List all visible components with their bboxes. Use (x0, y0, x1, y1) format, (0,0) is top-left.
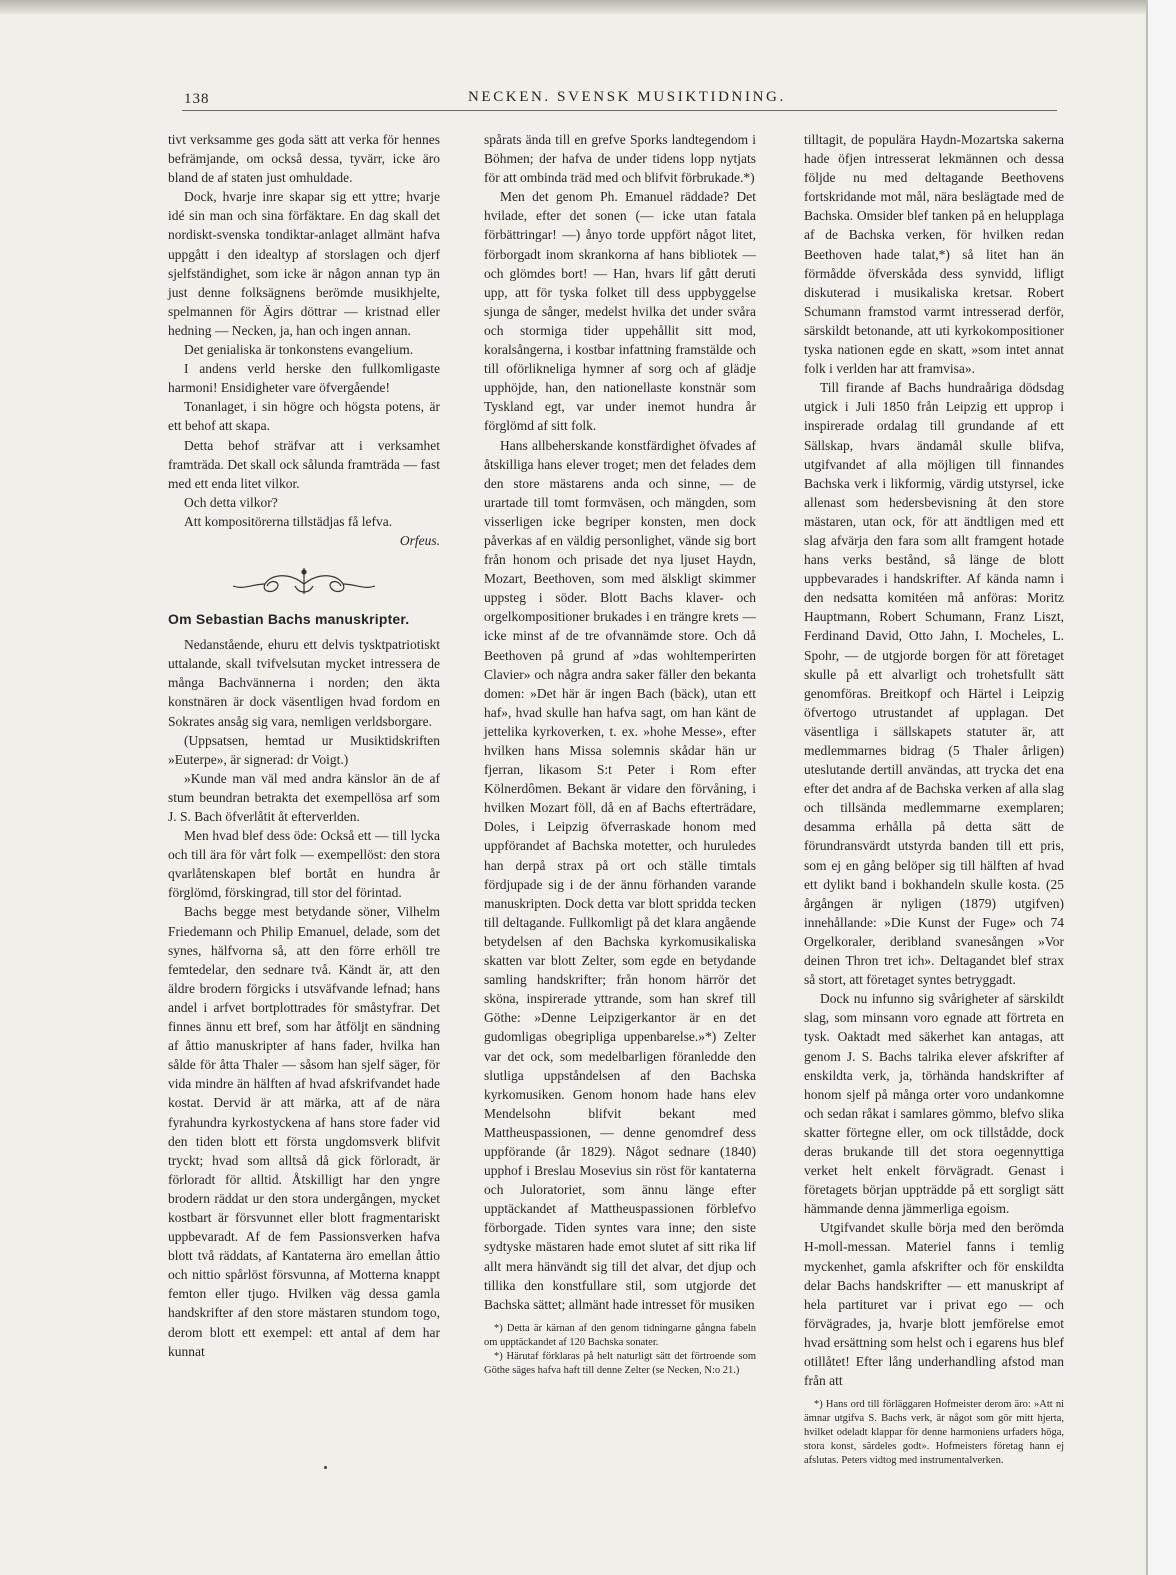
paragraph: tilltagit, de populära Haydn-Mozartska sakerna hade öfjen intresserat lekmännen och dessa följde nu med deltagande Beethovens fortskridande mot mål, nära beslägtade med de Bachska. Omsider blef tanken på en helupplaga af de Bachska verken, för hvilken redan Beethoven hade talat,*) så litet han än förmådde öfverskåda dess synvidd, lifligt diskuterad i musikaliska kretsar. Robert Schumann framstod varmt intresserad derför, särskildt betonande, att uti kyrkokompositioner tyska nationen egde en skatt, »som intet annat folk i verlden har att framvisa». (804, 132, 1064, 377)
paragraph: tivt verksamme ges goda sätt att verka för hennes befrämjande, om också dessa, tyvärr, icke äro bland de af staten just omhuldade. (168, 132, 440, 186)
scan-top-edge (0, 0, 1146, 14)
paragraph: Och detta vilkor? (184, 494, 278, 510)
ink-speck (324, 1466, 327, 1469)
paragraph: Dock nu infunno sig svårigheter af särskildt slag, som minsann voro egnade att förtreta en tysk. Oaktadt med säkerhet kan antagas, att genom J. S. Bachs talrika elever afskrifter af enskildta verk, ja, törhända handskrifter af honom sjelf på många orter voro undankomne och sedan råkat i samlares gömmo, blefvo slika skatter förtegne eller, om ock tillstådde, dock deras brukande till det stora oegennyttiga verket helt enkelt förvägradt. Genast i företagets början uppträdde på ett sorgligt sätt hämmande denna jämmerliga egoism. (804, 991, 1064, 1217)
paragraph: Men det genom Ph. Emanuel räddade? Det hvilade, efter det sonen (— icke utan fatala förbättringar! —) ånyo torde uppfört något litet, förborgadt inom skrankorna af hans bibliotek — och glömdes bort! — Han, hvars lif gått deruti upp, att för tyska folket till dess uppbyggelse sjunga de sånger, medelst hvilka det under svåra och stormiga tider uppehållit sitt mod, koralsångerna, i kostbar infattning framstälde och till oförlikneliga hymner af sorg och af glädje upphöjde, han, den nationellaste konstnär som Tyskland egt, var under inemot hundra år förglömd af sitt folk. (484, 189, 756, 434)
paragraph: I andens verld herske den fullkomligaste harmoni! Ensidigheter vare öfvergående! (168, 361, 440, 396)
column-middle (484, 130, 756, 1378)
paragraph: Det genialiska är tonkonstens evangelium. (184, 342, 414, 358)
footnote: *) Hans ord till förläggaren Hofmeister derom äro: »Att ni ämnar utgifva S. Bachs verk, är något som gör mitt hjerta, hvilket odeladt klappar för denne harmoniens urfaders höga, stora konst, särdeles godt». Hofmeisters företag hann ej afslutas. Peters vidtog med instrumentalverken. (804, 1399, 1064, 1467)
header-rule (182, 110, 1057, 111)
paragraph: Bachs begge mest betydande söner, Vilhelm Friedemann och Philip Emanuel, delade, som det synes, hälfvorna så, att den förre erhöll tre femtedelar, den sednare två. Kändt är, att den äldre brodern förgicks i utsväfvande lefnad; hans andel i arfvet bortplottrades för småstyfrar. Det finnes ännu ett bref, som har åtföljt en sändning af åttio manuskripter af hans fader, hvilka han sålde för åtta Thaler — såsom han sjelf säger, för vida mindre än hälften af hvad afskrifvandet hade kostat. Dervid är att märka, att af de nära fyrahundra kyrkostyckena af hans store fader vid den tiden blott ett första ungdomsverk blifvit tryckt; hvad som alltså då gick förloradt, är förloradt för alltid. Åtskilligt har den yngre brodern räddat ur den stora undergången, mycket kostbart är försvunnet eller blott fragmentariskt uppbevaradt. Af de fem Passionsverken hafva blott två räddats, af Kantaterna äro emellan åttio och nittio spårlöst försvunna, af Motterna knappt femton eller tjugo. Hvilken väg dessa gamla handskrifter af den store mästaren stundom togo, derom blott ett exempel: ett antal af dem har kunnat (168, 904, 440, 1359)
paragraph: Till firande af Bachs hundraåriga dödsdag utgick i Juli 1850 från Leipzig ett upprop i inspirerade ordalag till grundande af ett Sällskap, hvars ändamål skulle blifva, utgifvandet af alla möjligen till finnandes Bachska verk i likformig, värdig utstyrsel, icke allenast som hedersbevisning åt den store mästaren, utan ock, för att ändtligen med ett slag afvärja den fara som allt framgent hotade hans verks bestånd, så länge de blott uppbevarades i handskrifter. Af kända namn i den nedsatta komitéen må anföras: Moritz Hauptmann, Robert Schumann, Franz Liszt, Ferdinand David, Otto Jahn, I. Mocheles, L. Spohr, — de utgjorde borgen för att företaget skulle på ett alvarligt och trohetsfullt sätt genomföras. Breitkopf och Härtel i Leipzig öfvertogo utrustandet af upplagan. Det väsentliga i sällskapets statuter är, att medlemmarnes bidrag (5 Thaler årligen) uteslutande dertill användas, att trycka det ena efter det andra af de Bachska verken af alla slag och tillsända medlemmarne exemplaren; desamma erhålla på detta sätt de förundransvärdt utstyrda banden till ett pris, som ej en gång belöper sig till hälften af hvad ett dylikt band i bokhandeln skulle kosta. (25 årgången är nyligen (1879) utgifven) innehållande: »Die Kunst der Fuge» och 74 Orgelkoraler, deribland svanesången »Vor deinen Thron tret ich». Deltagandet blef strax så stort, att företaget syntes betryggadt. (804, 380, 1064, 988)
paragraph: Hans allbeherskande konstfärdighet öfvades af åtskilliga hans elever troget; men det felades dem den store mästarens anda och sinne, — de urartade till tomt formväsen, och mängden, som visserligen icke begriper konsten, men dock påverkas af en väldig personlighet, vände sig bort från honom och prisade det nya ljuset Haydn, Mozart, Beethoven, som med älskligt skimmer uppsteg i söder. Blott Bachs klaver- och orgelkompositioner brukades i en trängre krets — icke minst af de tre ofvannämde store. Och då Beethoven på grund af »das wohltemperirten Clavier» och några andra saker fäller den bekanta domen: »Det här är ingen Bach (bäck), utan ett haf», hvad skulle han hafva sagt, om han känt de jettelika kyrkoverken, t. ex. »hohe Messe», efter hvilken hans Missa solemnis skådar hän ur fjerran, likasom S:t Peter i Rom efter Kölnerdômen. Bekant är vidare den förvåning, i hvilken Mozart föll, då en af Bachs efterträdare, Doles, i Leipzig öfverraskade honom med uppförandet af Bachska motetter, och huruledes han derpå strax på ort och ställe timtals fördjupade sig i de der ännu förhanden varande manuskripten. Dock detta var blott spridda tecken till deltagande. Fullkomligt på det klara angående betydelsen af den Bachska kyrkomusikaliska skatten var blott Zelter, som egde en betydande samling handskrifter; från honom härrör det sköna, inspirerade yttrande, som han skref till Göthe: »Denne Leipzigerkantor är en det gudomligas obegripliga uppenbarelse.»*) Zelter var det ock, som medelbarligen föranledde den slutliga uppståndelsen af den Bachska kyrkomusiken. Genom honom hade hans elev Mendelsohn blifvit bekant med Mattheuspassionen, — denne genomdref dess uppförande (år 1829). Något sednare (1840) upphof i Breslau Mosevius sin röst för kantaterna och Juloratoriet, som ännu länge efter upptäckandet af Mattheuspassionen förblefvo förborgade. Tiden syntes vara inne; den siste sydtyske mästaren hade emot slutet af sitt rika lif allt mera hänvändt sig till det alvar, det djup och tillika den konstfullare stil, som utgjorde det Bachska sättet; allmänt hade intresset för musiken (484, 437, 756, 1312)
paragraph: Att kompositörerna tillstädjas få lefva. (184, 513, 393, 529)
running-title: NECKEN. SVENSK MUSIKTIDNING. (468, 89, 786, 105)
column-right (804, 130, 1064, 1468)
footnotes (484, 1322, 756, 1378)
paragraph: Men hvad blef dess öde: Också ett — till lycka och till ära för vårt folk — exempellöst: den stora qvarlåtenskapen blef bortåt en hundra år förglömd, förskingrad, till stor del förintad. (168, 828, 440, 901)
footnote: *) Härutaf förklaras på helt naturligt sätt det förtroende som Göthe säges hafva haft till denne Zelter (se Necken, N:o 21.) (484, 1350, 756, 1376)
page-number: 138 (184, 91, 210, 107)
scan-margin (1146, 0, 1176, 1575)
paragraph: spårats ända till en grefve Sporks landtegendom i Böhmen; der hafva de under tidens lopp nytjats för att ombinda träd med och blifvit förbrukade.*) (484, 132, 756, 186)
footnotes (804, 1398, 1064, 1468)
article-title: Om Sebastian Bachs manuskripter. (168, 611, 410, 628)
paragraph: Utgifvandet skulle börja med den berömda H-moll-messan. Materiel fanns i temlig myckenhet, gamla afskrifter och för enskildta delar Bachs handskrifter — ett manuskript af hela partituret var i privat ego — och förvägrades, ja, hvarje blott jemförelse emot hvad ersättning som helst och i egarens hus blef otillåtet! Efter lång underhandling afstod man från att (804, 1220, 1064, 1389)
paragraph: Nedanstående, ehuru ett delvis tysktpatriotiskt uttalande, skall tvifvelsutan mycket intressera de många Bachvännerna i norden; den äkta konstnären är dock väsentligen hvad fordom en Sokrates ansåg sig vara, nemligen verldsborgare. (168, 637, 440, 729)
flourish-ornament (168, 564, 440, 598)
column-left (168, 130, 440, 1361)
footnote: *) Detta är kärnan af den genom tidningarne gångna fabeln om upptäckandet af 120 Bachska sonater. (484, 1322, 756, 1348)
paragraph: Detta behof sträfvar att i verksamhet framträda. Det skall ock sålunda framträda — fast med ett enda litet vilkor. (168, 437, 440, 491)
paragraph: Dock, hvarje inre skapar sig ett yttre; hvarje idé sin man och sina förfäktare. En dag skall det nordiskt-svenska tondiktar-anlaget allmänt hafva uppgått i den idealtyp af storslagen och djerf sjelfständighet, som icke är någon annan typ än just denne folksägnens berömde musikhjelte, spelmannen för Ägirs döttrar — kristnad eller hedning — Necken, ja, han och ingen annan. (168, 189, 440, 338)
signature: Orfeus. (399, 532, 440, 548)
paragraph: (Uppsatsen, hemtad ur Musiktidskriften »Euterpe», är signerad: dr Voigt.) (168, 732, 440, 767)
paragraph: »Kunde man väl med andra känslor än de af stum beundran betrakta det exempellösa arf som J. S. Bach öfverlåtit åt efterverlden. (168, 770, 440, 824)
paragraph: Tonanlaget, i sin högre och högsta potens, är ett behof att skapa. (168, 399, 440, 434)
flourish-ornament-icon (219, 564, 389, 598)
